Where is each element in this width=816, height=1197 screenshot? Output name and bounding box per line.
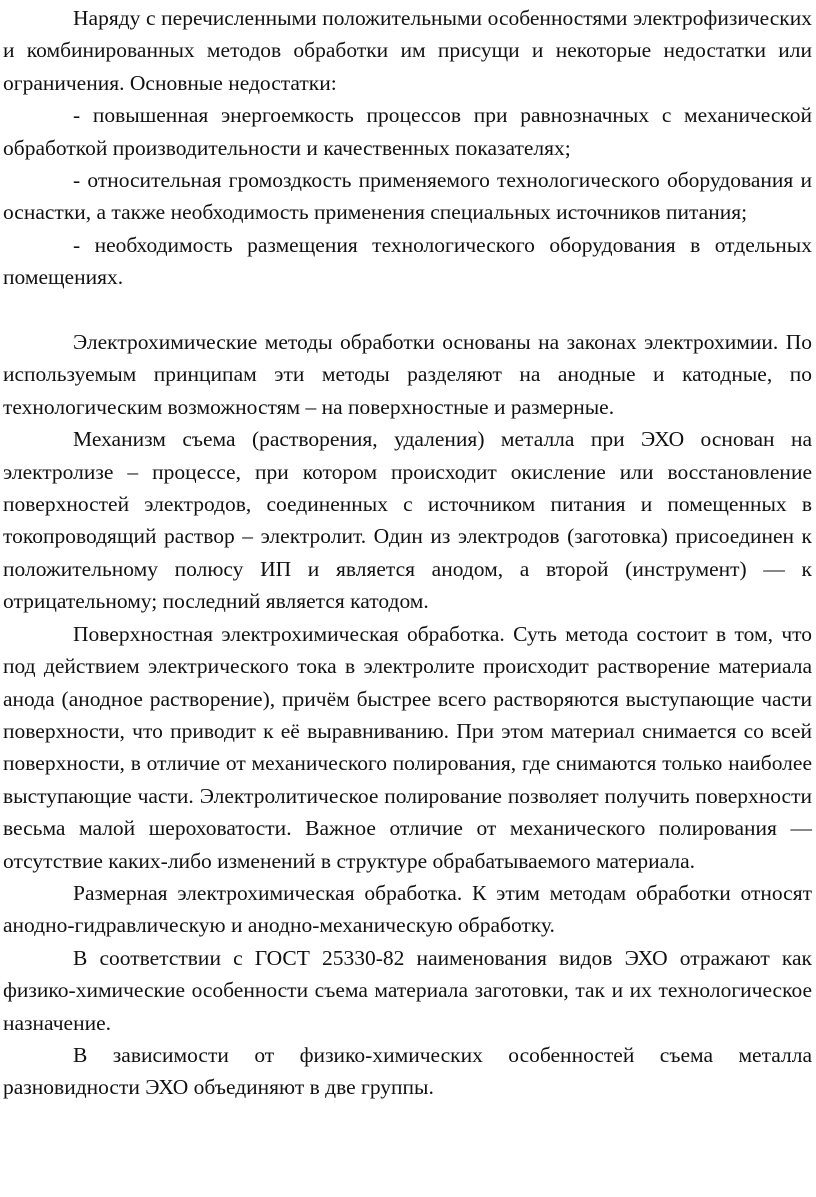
- list-item-separate-rooms: - необходимость размещения технологического оборудования в отдельных помещениях.: [3, 232, 812, 290]
- list-item-energy-intensity: - повышенная энергоемкость процессов при равнозначных с механической обработкой производительности и качественных показателях;: [3, 103, 812, 160]
- paragraph-ecm-groups: В зависимости от физико-химических особенностей съема металла разновидности ЭХО объединяют в две группы.: [3, 1042, 812, 1100]
- list-item-equipment-bulkiness: - относительная громоздкость применяемого технологического оборудования и оснастки, а также необходимость применения специальных источников питания;: [3, 168, 812, 225]
- paragraph-removal-mechanism: Механизм съема (растворения, удаления) металла при ЭХО основан на электролизе – процессе, при котором происходит окисление или восстановление поверхностей электродов, соединенных с источником питания и помещенных в токопроводящий раствор – электролит. Один из электродов (заготовка) присоединен к положительному полюсу ИП и является анодом, а второй (инструмент) — к отрицательному; последний является катодом.: [3, 427, 812, 614]
- paragraph-dimensional-processing: Размерная электрохимическая обработка. К этим методам обработки относят анодно-гидравлическую и анодно-механическую обработку.: [3, 880, 812, 938]
- paragraph-electrochemical-methods: Электрохимические методы обработки основаны на законах электрохимии. По используемым принципам эти методы разделяют на анодные и катодные, по технологическим возможностям – на поверхностные и размерные.: [3, 330, 812, 419]
- paragraph-surface-processing: Поверхностная электрохимическая обработка. Суть метода состоит в том, что под действием электрического тока в электролите происходит растворение материала анода (анодное растворение), причём быстрее всего растворяются выступающие части поверхности, что приводит к её выравниванию. При этом материал снимается со всей поверхности, в отличие от механического полирования, где снимаются только наиболее выступающие части. Электролитическое полирование позволяет получить поверхности весьма малой шероховатости. Важное отличие от механического полирования — отсутствие каких-либо изменений в структуре обрабатываемого материала.: [3, 621, 812, 873]
- paragraph-gost-standard: В соответствии с ГОСТ 25330-82 наименования видов ЭХО отражают как физико-химические особенности съема материала заготовки, так и их технологическое назначение.: [3, 945, 812, 1035]
- paragraph-intro-limitations: Наряду с перечисленными положительными особенностями электрофизических и комбинированных методов обработки им присущи и некоторые недостатки или ограничения. Основные недостатки:: [3, 6, 812, 95]
- paragraph-spacer: [3, 294, 812, 326]
